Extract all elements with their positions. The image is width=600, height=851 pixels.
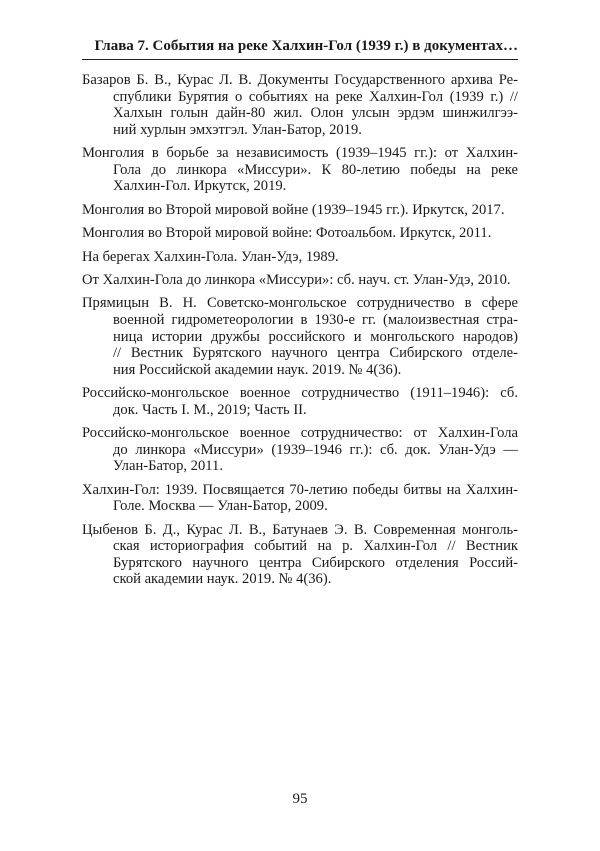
reference-entry [82, 482, 518, 515]
reference-line: ний хурлын эмхэтгэл. Улан-Батор, 2019. [113, 121, 362, 138]
reference-line: Гола до линкора «Миссури». К 80-летию победы на реке [113, 161, 518, 178]
reference-line: Халхин-Гол. Иркутск, 2019. [113, 178, 287, 195]
reference-entry [82, 272, 518, 289]
reference-line: Монголия во Второй мировой войне: Фотоальбом. Иркутск, 2011. [82, 225, 492, 242]
reference-line: Российско-монгольское военное сотрудничество: от Халхин-Гола [82, 425, 518, 442]
reference-line: На берегах Халхин-Гола. Улан-Удэ, 1989. [82, 248, 339, 265]
running-header: Глава 7. События на реке Халхин-Гол (1939 г.) в документах… [82, 38, 518, 60]
reference-line: Халхын голын дайн-80 жил. Олон улсын эрдэм шинжилгээ- [113, 105, 518, 122]
reference-line: Монголия в борьбе за независимость (1939–1945 гг.): от Халхин- [82, 145, 518, 162]
reference-line: Цыбенов Б. Д., Курас Л. В., Батунаев Э. В. Современная монголь- [82, 521, 518, 538]
reference-line: Улан-Батор, 2011. [113, 458, 223, 475]
reference-entry [82, 385, 518, 418]
reference-line: ской академии наук. 2019. № 4(36). [113, 571, 332, 588]
page-number: 95 [292, 791, 308, 807]
reference-line: военной гидрометеорологии в 1930-е гг. (малоизвестная стра- [113, 311, 518, 328]
reference-line: Халхин-Гол: 1939. Посвящается 70-летию победы битвы на Халхин- [82, 481, 518, 498]
reference-line: спублики Бурятия о событиях на реке Халхин-Гол (1939 г.) // [113, 88, 518, 105]
reference-line: до линкора «Миссури» (1939–1946 гг.): сб. док. Улан-Удэ — [113, 441, 518, 458]
reference-line: Голе. Москва — Улан-Батор, 2009. [113, 498, 328, 515]
reference-line: Российско-монгольское военное сотрудничество (1911–1946): сб. [82, 385, 518, 402]
reference-line: Бурятского научного центра Сибирского отделения Россий- [113, 554, 518, 571]
reference-entry [82, 202, 518, 219]
reference-entry [82, 145, 518, 195]
reference-entry [82, 249, 518, 266]
reference-line: ская историография событий на р. Халхин-Гол // Вестник [113, 538, 518, 555]
reference-line: док. Часть I. М., 2019; Часть II. [113, 401, 307, 418]
reference-list [82, 72, 518, 595]
reference-entry [82, 225, 518, 242]
reference-entry [82, 522, 518, 588]
reference-entry [82, 425, 518, 475]
reference-line: Базаров Б. В., Курас Л. В. Документы Государственного архива Ре- [82, 72, 518, 88]
reference-entry [82, 295, 518, 378]
reference-entry [82, 72, 518, 138]
reference-line: ния Российской академии наук. 2019. № 4(36). [113, 361, 402, 378]
reference-line: Прямицын В. Н. Советско-монгольское сотрудничество в сфере [82, 295, 518, 312]
reference-line: ница истории дружбы российского и монгольского народов) [113, 328, 518, 345]
reference-line: От Халхин-Гола до линкора «Миссури»: сб. науч. ст. Улан-Удэ, 2010. [82, 271, 511, 288]
reference-line: Монголия во Второй мировой войне (1939–1945 гг.). Иркутск, 2017. [82, 201, 505, 218]
reference-line: // Вестник Бурятского научного центра Сибирского отделе- [113, 345, 518, 362]
